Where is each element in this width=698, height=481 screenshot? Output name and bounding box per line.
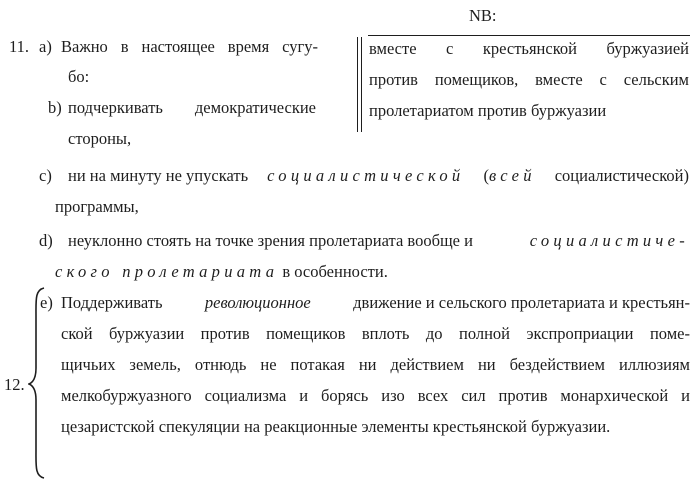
item-d-text-pre: неуклонно стоять на точке зрения пролетариата вообще и [68,231,473,250]
item-c-text-post: социалистической) [554,166,689,185]
item-c-text-spaced: социалистической [267,166,465,185]
item-c-line-2: программы, [55,197,139,216]
item-d-line-2-spaced: ского пролетариата [55,262,279,281]
item-c-text-pre: ни на минуту не упускать [68,166,249,185]
nb-double-rule-right [361,37,362,132]
item-d-line-2-post: в особенности. [282,262,388,281]
item-e-line-5: цезаристской спекуляции на реакционные элементы крестьянской буржуазии. [61,417,611,436]
item-e-text-italic: революционное [204,293,311,312]
item-12-brace [28,286,48,480]
item-c-marker: c) [39,166,52,185]
nb-line-3: пролетариатом против буржуазии [369,101,607,120]
item-d-text-spaced: социалистиче- [529,231,689,250]
item-d-line-2 [55,262,388,282]
item-e-text-post: движение и сельского пролетариата и крестьян- [353,293,690,312]
item-c-paren: ( [483,166,489,185]
item-d-marker: d) [39,231,53,250]
item-d-line-1 [68,231,689,251]
item-12-number: 12. [4,375,25,394]
item-a-line-2: бо: [68,67,90,86]
item-b-line-2: стороны, [68,129,132,148]
nb-heading: NB: [469,6,497,25]
item-11-number: 11. [9,37,30,56]
item-a-marker: a) [39,37,52,56]
item-b-line-1: подчеркивать демократические [68,98,316,117]
item-e-text-pre: Поддерживать [61,293,163,312]
item-a-line-1: Важно в настоящее время сугу- [61,37,318,56]
item-e-line-1 [61,293,690,313]
nb-double-rule-left [357,37,358,132]
item-b-marker: b) [48,98,62,117]
item-e-line-3: щичьих земель, отнюдь не потакая ни действием ни бездействием иллюзиям [61,355,690,374]
item-c-text-spaced-2: всей [488,166,536,185]
item-c-line-1 [68,166,689,186]
nb-top-rule [368,35,690,36]
item-e-line-2: ской буржуазии против помещиков вплоть до полной экспроприации поме- [61,324,690,343]
item-e-marker: e) [40,293,53,312]
nb-line-1: вместе с крестьянской буржуазией [369,39,689,58]
item-e-line-4: мелкобуржуазного социализма и борясь изо всех сил против монархической и [61,386,690,405]
nb-line-2: против помещиков, вместе с сельским [369,70,689,89]
item-c-group [483,166,535,186]
